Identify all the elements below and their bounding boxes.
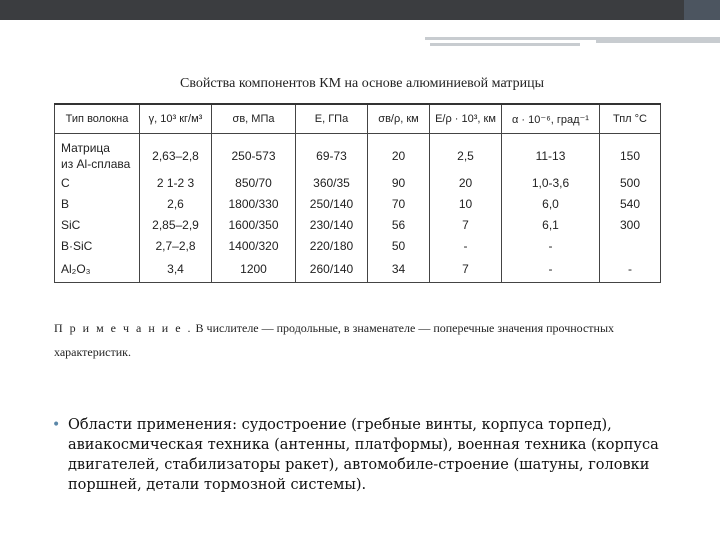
properties-table [54, 103, 661, 283]
header-cell: σв, МПа [212, 104, 296, 134]
table-cell: 3,4 [140, 256, 212, 283]
header-cell: σв/ρ, км [368, 104, 430, 134]
table-cell: 50 [368, 235, 430, 256]
table-cell: 2,63–2,8 [140, 134, 212, 173]
table-cell: 1600/350 [212, 214, 296, 235]
table-cell: - [430, 235, 502, 256]
table-cell: 230/140 [296, 214, 368, 235]
table-cell: 2 1-2 3 [140, 172, 212, 193]
bullet-icon: • [52, 417, 61, 433]
table-cell: 360/35 [296, 172, 368, 193]
table-cell: 6,0 [502, 193, 600, 214]
table-cell: 70 [368, 193, 430, 214]
table-cell: 10 [430, 193, 502, 214]
table-row [55, 134, 661, 173]
table-cell: 1800/330 [212, 193, 296, 214]
table-cell: 250-573 [212, 134, 296, 173]
bullet-list-item [52, 415, 662, 495]
table-cell: 56 [368, 214, 430, 235]
table-cell: 540 [600, 193, 661, 214]
header-cell: γ, 10³ кг/м³ [140, 104, 212, 134]
table-row [55, 172, 661, 193]
table-cell: 7 [430, 256, 502, 283]
header-cell: Тип волокна [55, 104, 140, 134]
fiber-type-cell: B [55, 193, 140, 214]
slide-top-bar [0, 0, 720, 20]
table-cell: 850/70 [212, 172, 296, 193]
table-cell: 34 [368, 256, 430, 283]
table-cell: 2,85–2,9 [140, 214, 212, 235]
table-cell: 7 [430, 214, 502, 235]
table-cell: 1400/320 [212, 235, 296, 256]
table-cell: 11-13 [502, 134, 600, 173]
table-cell: 69-73 [296, 134, 368, 173]
table-cell: 6,1 [502, 214, 600, 235]
bullet-text: Области применения: судостроение (гребные винты, корпуса торпед), авиакосмическая техника (антенны, платформы), военная техника (корпуса двигателей, стабилизаторы ракет), автомобиле-строение (шатуны, головки поршней, детали тормозной системы). [68, 417, 659, 493]
table-note [54, 316, 654, 364]
table-header-row [55, 104, 661, 134]
table-cell: 20 [368, 134, 430, 173]
fiber-type-line: Матрица [61, 141, 110, 155]
fiber-type-cell: Al₂O₃ [55, 256, 140, 283]
table-cell: 20 [430, 172, 502, 193]
table-title: Свойства компонентов КМ на основе алюминиевой матрицы [180, 76, 544, 91]
table-cell: 2,7–2,8 [140, 235, 212, 256]
fiber-type-cell: B·SiC [55, 235, 140, 256]
table-cell: - [502, 235, 600, 256]
fiber-type-line: из Al-сплава [61, 157, 131, 171]
header-cell: E, ГПа [296, 104, 368, 134]
top-bar-accent [684, 0, 720, 20]
table-cell: 1200 [212, 256, 296, 283]
table-cell: 150 [600, 134, 661, 173]
table-cell: - [600, 256, 661, 283]
table-row [55, 214, 661, 235]
fiber-type-cell: SiC [55, 214, 140, 235]
header-cell: Тпл °С [600, 104, 661, 134]
note-text: В числителе — продольные, в знаменателе — поперечные значения прочностных характеристик. [54, 321, 615, 359]
table-cell: 260/140 [296, 256, 368, 283]
table-cell: 2,5 [430, 134, 502, 173]
header-cell: α · 10⁻⁶, град⁻¹ [502, 104, 600, 134]
table-cell: 220/180 [296, 235, 368, 256]
fiber-type-cell [55, 134, 140, 173]
table-cell: 1,0-3,6 [502, 172, 600, 193]
table-row [55, 235, 661, 256]
table-row [55, 256, 661, 283]
note-label: П р и м е ч а н и е . [54, 321, 193, 335]
table-cell: 2,6 [140, 193, 212, 214]
table-cell: - [502, 256, 600, 283]
fiber-type-cell: C [55, 172, 140, 193]
decorative-line [596, 40, 720, 43]
table-cell: 90 [368, 172, 430, 193]
table-row [55, 193, 661, 214]
table-cell: 300 [600, 214, 661, 235]
table-cell [600, 235, 661, 256]
table-cell: 500 [600, 172, 661, 193]
table-cell: 250/140 [296, 193, 368, 214]
header-cell: E/ρ · 10³, км [430, 104, 502, 134]
decorative-line [430, 43, 580, 46]
